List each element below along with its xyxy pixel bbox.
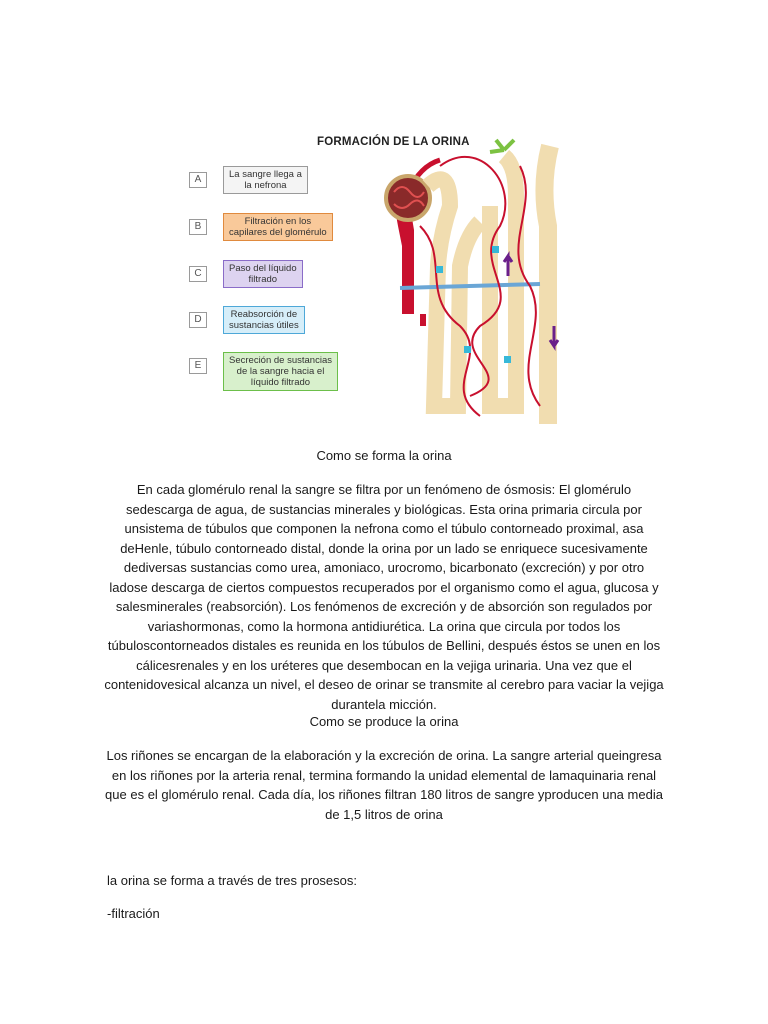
green-arrow-icon: [490, 140, 514, 152]
legend-text: Reabsorción de sustancias útiles: [223, 306, 305, 334]
legend-item-b: [189, 213, 349, 245]
cyan-arrow-icon: [464, 346, 471, 353]
glomerulus: [386, 176, 430, 220]
legend-item-e: [189, 352, 349, 388]
nephron-diagram: [380, 126, 580, 424]
legend-item-a: [189, 166, 349, 198]
caption-como-se-forma: Como se forma la orina: [316, 448, 452, 463]
legend-text: La sangre llega a la nefrona: [223, 166, 308, 194]
caption-como-se-produce: Como se produce la orina: [309, 714, 459, 729]
legend-item-c: [189, 260, 349, 292]
legend-letter: B: [189, 219, 207, 235]
cyan-arrow-icon: [436, 266, 443, 273]
legend-letter: A: [189, 172, 207, 188]
legend-letter: D: [189, 312, 207, 328]
nephron-figure: [180, 126, 580, 424]
cyan-arrow-icon: [504, 356, 511, 363]
paragraph-formacion: En cada glomérulo renal la sangre se filtra por un fenómeno de ósmosis: El glomérulo sedescarga de agua, de sustancias minerales y biológicas. Esta orina primaria circula por unsistema de túbulos que componen la nefrona como el túbulo contorneado proximal, asa deHenle, túbulo contorneado distal, donde la orina por un lado se enriquece sucesivamente dediversas sustancias como urea, amoniaco, urocromo, bicarbonato (excreción) y por otro ladose descarga de ciertos compuestos recuperados por el organismo como el agua, glucosa y salesminerales (reabsorción). Los fenómenos de excreción y de absorción son regulados por variashormonas, como la hormona antidiurética. La orina que circula por todos los túbuloscontorneados distales es reunida en los túbulos de Bellini, después éstos se unen en los cálicesrenales y en los uréteres que desembocan en la vejiga urinaria. Una vez que el contenidovesical alcanza un nivel, el deseo de orinar se transmite al cerebro para vaciar la vejiga durantela micción.: [104, 482, 664, 712]
proximal-tubule: [428, 179, 480, 406]
loop-of-henle: [490, 156, 516, 406]
paragraph-produccion: Los riñones se encargan de la elaboración y la excreción de orina. La sangre arterial queingresa en los riñones por la arteria renal, termina formando la unidad elemental de lamaquinaria renal que es el glomérulo renal. Cada día, los riñones filtran 180 litros de sangre yproducen una media de 1,5 litros de orina: [105, 748, 663, 822]
cyan-arrow-icon: [492, 246, 499, 253]
legend-letter: E: [189, 358, 207, 374]
legend-item-d: [189, 306, 349, 338]
figure-title: FORMACIÓN DE LA ORINA: [317, 136, 470, 148]
legend-text: Paso del líquido filtrado: [223, 260, 303, 288]
filtracion-line: -filtración: [107, 906, 160, 921]
legend-letter: C: [189, 266, 207, 282]
collecting-duct: [544, 146, 550, 424]
legend-text: Filtración en los capilares del glomérulo: [223, 213, 333, 241]
legend-text: Secreción de sustancias de la sangre hacia el líquido filtrado: [223, 352, 338, 391]
procesos-line: la orina se forma a través de tres prosesos:: [107, 873, 358, 888]
